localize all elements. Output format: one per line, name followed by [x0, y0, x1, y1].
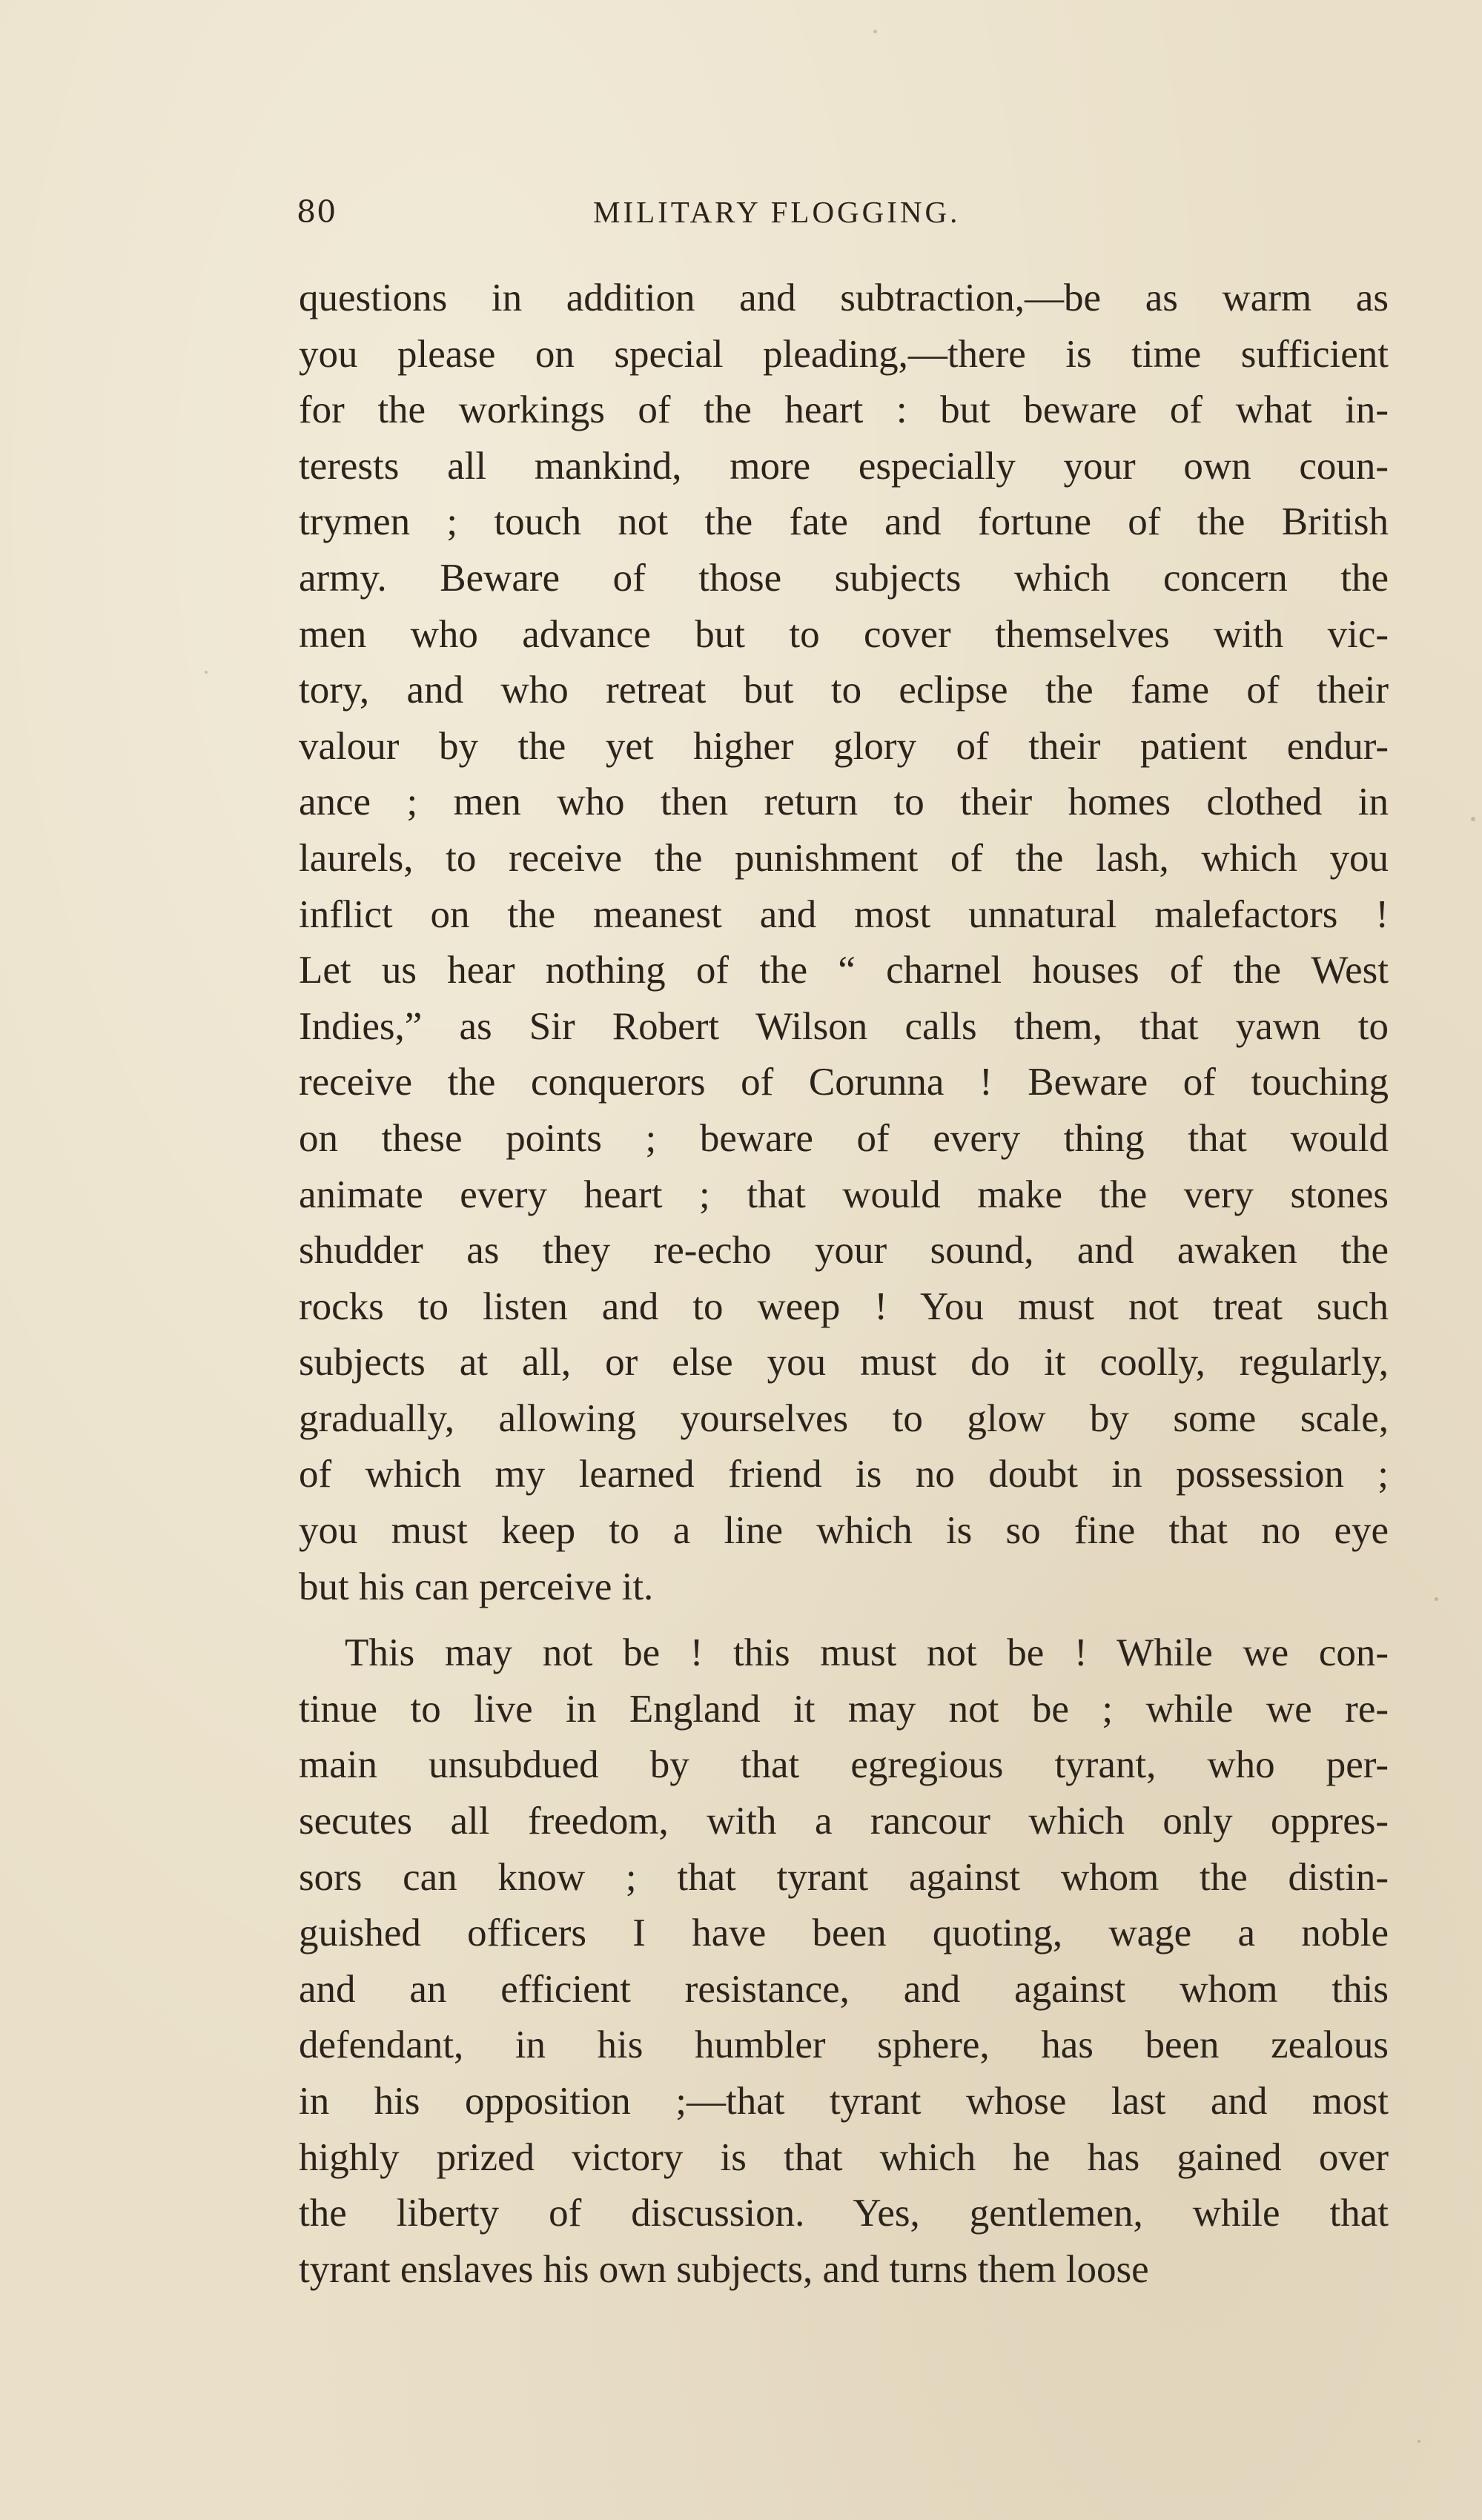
text-line: trymen ; touch not the fate and fortune of the British	[299, 500, 1389, 544]
text-line: guished officers I have been quoting, wage a noble	[299, 1911, 1389, 1955]
text-line: subjects at all, or else you must do it coolly, regularly,	[299, 1341, 1389, 1385]
text-line: shudder as they re-echo your sound, and awaken the	[299, 1229, 1389, 1273]
paragraph-gap	[299, 1615, 1389, 1625]
text-line: army. Beware of those subjects which concern the	[299, 556, 1389, 600]
paper-speck	[873, 30, 877, 33]
text-line: ance ; men who then return to their homes clothed in	[299, 780, 1389, 824]
text-line: but his can perceive it.	[299, 1565, 654, 1608]
running-title: MILITARY FLOGGING.	[593, 195, 961, 229]
text-line: secutes all freedom, with a rancour which only oppres-	[299, 1800, 1389, 1843]
text-line: of which my learned friend is no doubt in possession ;	[299, 1453, 1389, 1496]
text-line: Indies,” as Sir Robert Wilson calls them, that yawn to	[299, 1004, 1389, 1048]
text-line: gradually, allowing yourselves to glow by some scale,	[299, 1396, 1389, 1440]
text-line: rocks to listen and to weep ! You must not treat such	[299, 1284, 1389, 1328]
text-line: you must keep to a line which is so fine that no eye	[299, 1509, 1389, 1553]
text-line: receive the conquerors of Corunna ! Beware of touching	[299, 1061, 1389, 1104]
text-line: This may not be ! this must not be ! While we con-	[345, 1631, 1389, 1675]
text-line: Let us hear nothing of the “ charnel houses of the West	[299, 949, 1389, 992]
text-line: and an efficient resistance, and against whom this	[299, 1967, 1389, 2011]
text-line: men who advance but to cover themselves with vic-	[299, 612, 1389, 656]
text-line: questions in addition and subtraction,—be as warm as	[299, 276, 1389, 319]
text-line: inflict on the meanest and most unnatural malefactors !	[299, 892, 1389, 936]
paper-speck	[205, 671, 208, 674]
paper-speck	[1418, 2440, 1420, 2443]
paper-speck	[1471, 817, 1475, 821]
text-line: highly prized victory is that which he has gained over	[299, 2135, 1389, 2179]
paragraph	[299, 271, 1389, 1615]
text-line: animate every heart ; that would make the very stones	[299, 1173, 1389, 1216]
text-line: tyrant enslaves his own subjects, and turns them loose	[299, 2247, 1149, 2291]
text-line: the liberty of discussion. Yes, gentlemen, while that	[299, 2192, 1389, 2235]
text-line: tinue to live in England it may not be ; while we re-	[299, 1687, 1389, 1731]
text-line: for the workings of the heart : but beware of what in-	[299, 388, 1389, 432]
text-line: laurels, to receive the punishment of the lash, which you	[299, 836, 1389, 880]
paragraph-container	[299, 271, 1389, 2298]
text-line: terests all mankind, more especially your own coun-	[299, 444, 1389, 488]
text-line: on these points ; beware of every thing that would	[299, 1116, 1389, 1160]
paragraph	[299, 1625, 1389, 2298]
paper-speck	[1435, 1597, 1438, 1601]
body-text	[299, 271, 1389, 2298]
text-line: tory, and who retreat but to eclipse the fame of their	[299, 669, 1389, 712]
text-line: valour by the yet higher glory of their patient endur-	[299, 724, 1389, 768]
text-line: in his opposition ;—that tyrant whose last and most	[299, 2080, 1389, 2123]
text-line: sors can know ; that tyrant against whom the distin-	[299, 1855, 1389, 1899]
text-line: main unsubdued by that egregious tyrant, who per-	[299, 1743, 1389, 1787]
text-line: defendant, in his humbler sphere, has been zealous	[299, 2023, 1389, 2067]
text-line: you please on special pleading,—there is time sufficient	[299, 332, 1389, 376]
page-number: 80	[297, 194, 337, 230]
running-head	[297, 194, 1394, 246]
